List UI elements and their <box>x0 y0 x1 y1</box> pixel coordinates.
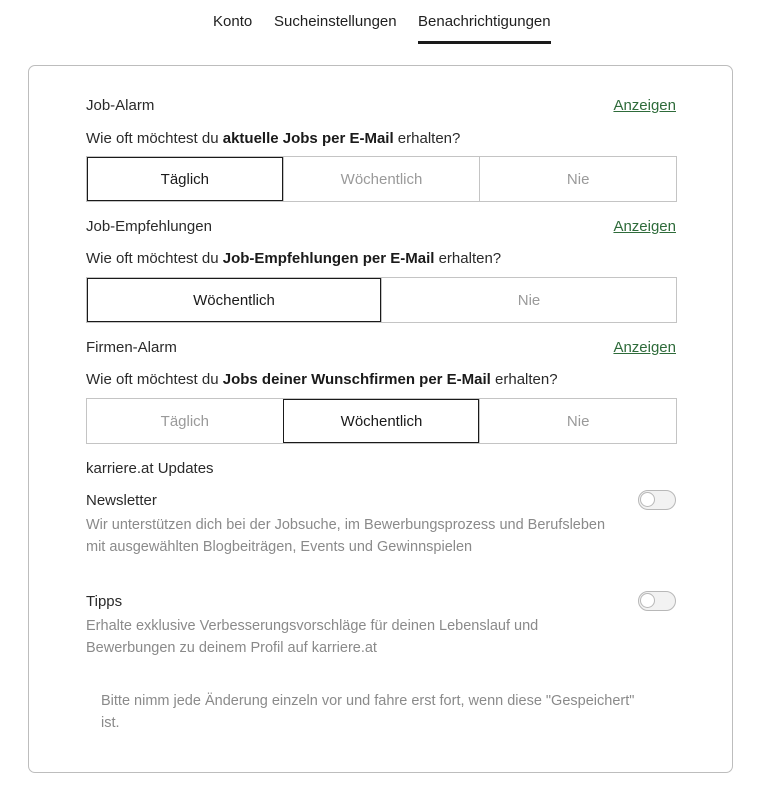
job-alarm-question: Wie oft möchtest du aktuelle Jobs per E-Mail erhalten? <box>86 130 461 147</box>
notifications-card <box>28 65 733 773</box>
newsletter-description: Wir unterstützen dich bei der Jobsuche, im Bewerbungsprozess und Berufsleben mit ausgewählten Blogbeiträgen, Events und Gewinnspielen <box>86 517 606 555</box>
firmen-alarm-option-nie[interactable]: Nie <box>479 399 676 443</box>
firmen-alarm-option-woechentlich[interactable]: Wöchentlich <box>283 399 480 443</box>
tab-konto[interactable]: Konto <box>213 13 253 30</box>
job-empfehlungen-title: Job-Empfehlungen <box>86 218 212 235</box>
job-alarm-option-nie[interactable]: Nie <box>479 157 676 201</box>
tipps-description: Erhalte exklusive Verbesserungsvorschläge für deinen Lebenslauf und Bewerbungen zu deinem Profil auf karriere.at <box>86 618 539 656</box>
tipps-label: Tipps <box>86 593 123 610</box>
firmen-alarm-show-link[interactable]: Anzeigen <box>613 339 676 356</box>
settings-tabs <box>0 0 765 52</box>
job-empfehlungen-frequency-selector <box>86 277 677 323</box>
job-empfehlungen-option-nie[interactable]: Nie <box>381 278 676 322</box>
job-alarm-title: Job-Alarm <box>86 97 155 114</box>
firmen-alarm-title: Firmen-Alarm <box>86 339 177 356</box>
job-empfehlungen-show-link[interactable]: Anzeigen <box>613 218 676 235</box>
job-empfehlungen-option-woechentlich[interactable]: Wöchentlich <box>87 278 381 322</box>
newsletter-toggle[interactable] <box>638 490 676 510</box>
save-notice: Bitte nimm jede Änderung einzeln vor und fahre erst fort, wenn diese "Gespeichert" ist. <box>101 693 635 731</box>
job-empfehlungen-question: Wie oft möchtest du Job-Empfehlungen per E-Mail erhalten? <box>86 250 502 267</box>
tipps-toggle-knob <box>640 593 655 608</box>
newsletter-label: Newsletter <box>86 492 157 509</box>
newsletter-toggle-knob <box>640 492 655 507</box>
job-alarm-show-link[interactable]: Anzeigen <box>613 97 676 114</box>
updates-title: karriere.at Updates <box>86 460 214 477</box>
tipps-toggle[interactable] <box>638 591 676 611</box>
firmen-alarm-question: Wie oft möchtest du Jobs deiner Wunschfirmen per E-Mail erhalten? <box>86 371 558 388</box>
firmen-alarm-option-taeglich[interactable]: Täglich <box>160 412 210 430</box>
tab-benachrichtigungen[interactable]: Benachrichtigungen <box>418 13 551 44</box>
firmen-alarm-frequency-selector <box>86 398 677 444</box>
job-alarm-frequency-selector <box>86 156 677 202</box>
job-alarm-option-woechentlich[interactable]: Wöchentlich <box>283 157 480 201</box>
job-alarm-option-taeglich[interactable]: Täglich <box>87 157 283 201</box>
tab-sucheinstellungen[interactable]: Sucheinstellungen <box>274 13 397 30</box>
